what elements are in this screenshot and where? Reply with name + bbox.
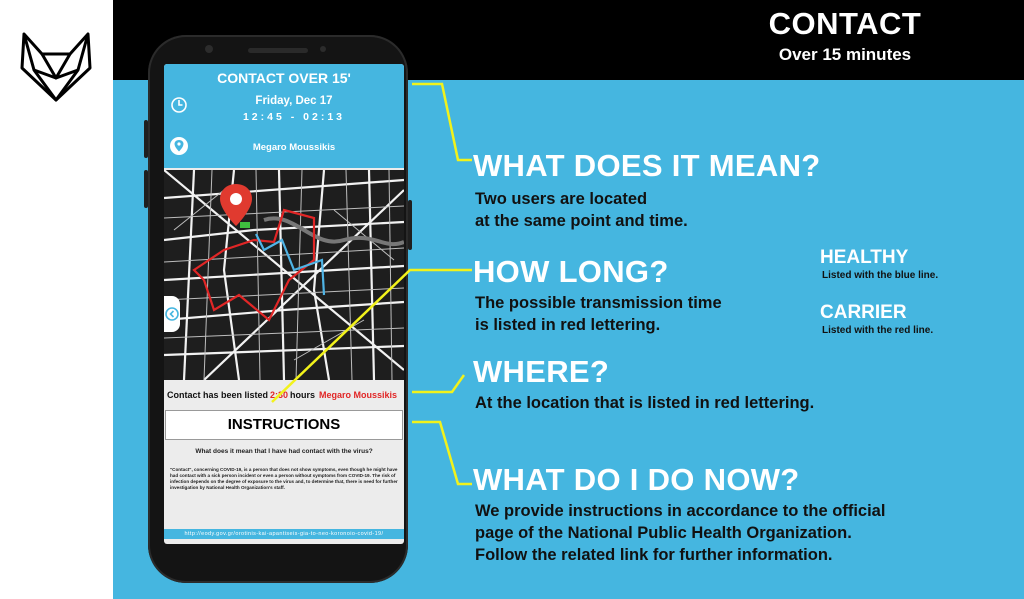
legend-carrier-desc: Listed with the red line. bbox=[822, 325, 934, 336]
howlong-line-1: The possible transmission time bbox=[475, 294, 722, 312]
contact-time-range: 12:45 - 02:13 bbox=[242, 111, 346, 123]
howlong-heading: HOW LONG? bbox=[473, 254, 669, 289]
legend-healthy-label: HEALTHY bbox=[820, 247, 909, 268]
now-line-2: page of the National Public Health Organization. bbox=[475, 524, 852, 542]
connector-meaning bbox=[412, 84, 472, 160]
contact-duration-unit: hours bbox=[290, 390, 316, 400]
contact-prefix: Contact has been listed bbox=[167, 390, 269, 400]
instructions-title: INSTRUCTIONS bbox=[165, 410, 403, 440]
contact-duration: 2:30 bbox=[270, 390, 289, 400]
legend-carrier-label: CARRIER bbox=[820, 302, 907, 323]
instructions-body: "Contact", concerning COVID-19, is a person that does not show symptoms, even though he might have had contact with a sick person incident or even a person without symptoms from COVID-19. The risk of infection depends on the degree of exposure to the virus and, to determine that, there is need for further investigation by National Health Organization's staff. bbox=[170, 467, 398, 490]
where-line-1: At the location that is listed in red lettering. bbox=[475, 394, 815, 412]
meaning-heading: WHAT DOES IT MEAN? bbox=[473, 148, 821, 183]
contact-date: Friday, Dec 17 bbox=[255, 95, 333, 107]
screen-title: CONTACT OVER 15' bbox=[217, 70, 351, 86]
legend-healthy-desc: Listed with the blue line. bbox=[822, 270, 939, 281]
page-title: CONTACT bbox=[768, 6, 922, 41]
meaning-line-2: at the same point and time. bbox=[475, 212, 688, 230]
instructions-question: What does it mean that I have had contact with the virus? bbox=[195, 448, 373, 455]
howlong-line-2: is listed in red lettering. bbox=[475, 316, 661, 334]
now-line-1: We provide instructions in accordance to the official bbox=[475, 502, 886, 520]
connector-now bbox=[412, 422, 472, 484]
page-subtitle: Over 15 minutes bbox=[778, 45, 912, 64]
meaning-line-1: Two users are located bbox=[475, 190, 648, 208]
contact-place: Megaro Moussikis bbox=[252, 142, 336, 153]
connector-howlong bbox=[272, 270, 472, 402]
contact-location: Megaro Moussikis bbox=[319, 390, 398, 400]
health-org-link[interactable]: http://eody.gov.gr/orotinis-kai-apantiseis-gia-to-neo-koronoio-covid-19/ bbox=[164, 529, 404, 539]
connector-where bbox=[412, 375, 464, 392]
now-line-3: Follow the related link for further information. bbox=[475, 546, 833, 564]
where-heading: WHERE? bbox=[473, 354, 610, 389]
now-heading: WHAT DO I DO NOW? bbox=[473, 462, 800, 497]
